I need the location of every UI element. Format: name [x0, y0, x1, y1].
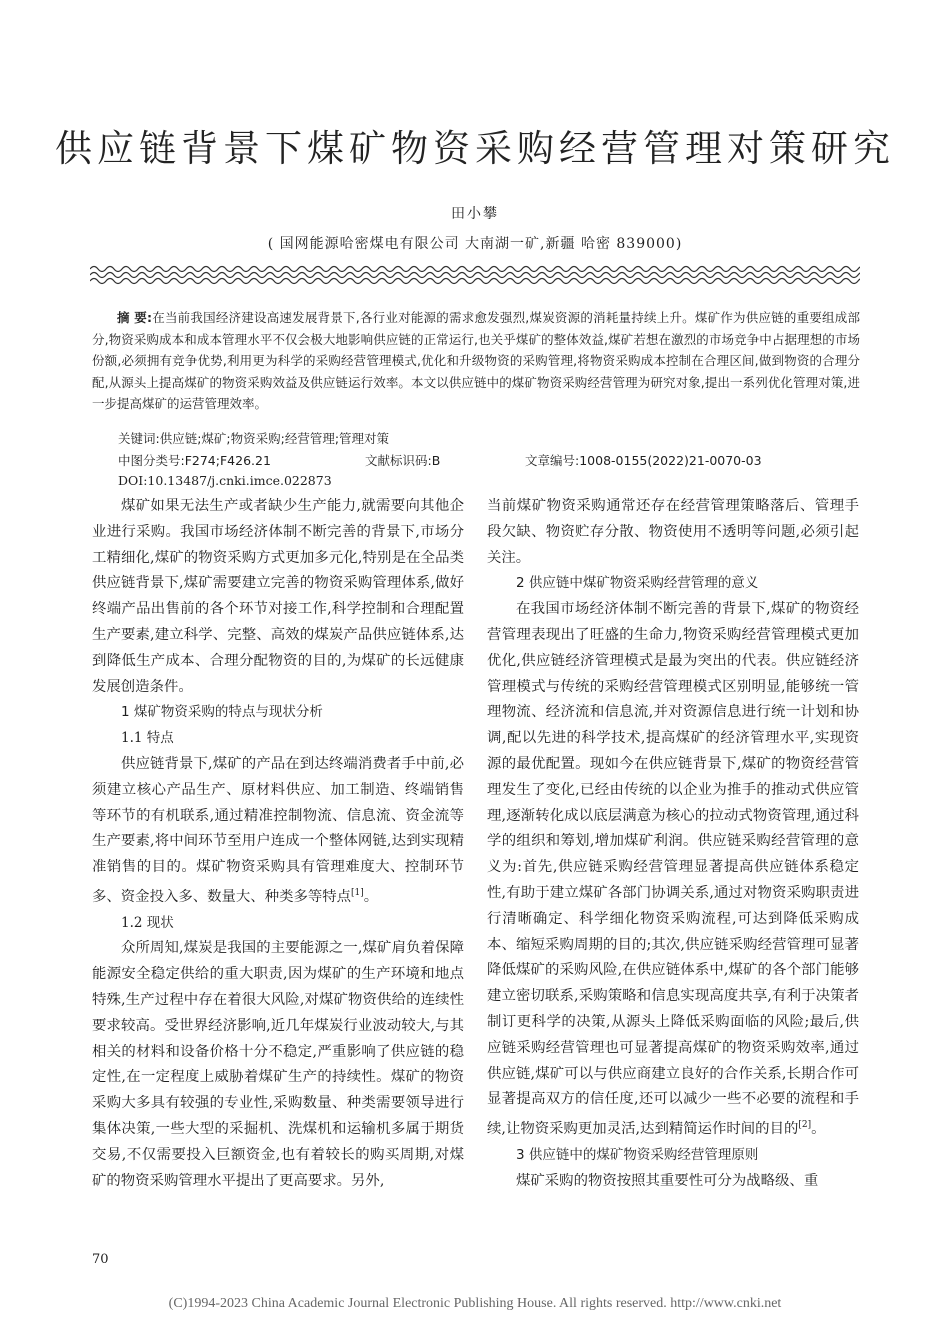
- article-number: 文章编号:1008-0155(2022)21-0070-03: [525, 453, 762, 468]
- abstract-text: 在当前我国经济建设高速发展背景下,各行业对能源的需求愈发强烈,煤炭资源的消耗量持续上升。煤矿作为供应链的重要组成部分,物资采购成本和成本管理水平不仅会极大地影响供应链的正常运行,也关乎煤矿的整体效益,煤矿若想在激烈的市场竞争中占据理想的市场份额,必须拥有竞争优势,利用更为科学的采购经营管理模式,优化和升级物资的采购管理,将物资采购成本控制在合理区间,做到物资的合理分配,从源头上提高煤矿的物资采购效益及供应链运行效率。本文以供应链中的煤矿物资采购经营管理为研究对象,提出一系列优化管理对策,进一步提高煤矿的运营管理效率。: [92, 310, 860, 412]
- author-affiliation: ( 国网能源哈密煤电有限公司 大南湖一矿,新疆 哈密 839000): [267, 236, 683, 252]
- continued-paragraph: 当前煤矿物资采购通常还存在经营管理策略落后、管理手段欠缺、物资贮存分散、物资使用不透明等问题,必须引起关注。: [487, 498, 859, 566]
- article-title: 供应链背景下煤矿物资采购经营管理对策研究: [55, 127, 895, 170]
- section-1-heading: 1 煤矿物资采购的特点与现状分析: [121, 704, 323, 721]
- wavy-divider: [90, 264, 860, 286]
- left-column: [92, 494, 464, 1194]
- section-2-end: 。: [811, 1120, 826, 1137]
- section-2-text: 在我国市场经济体制不断完善的背景下,煤矿的物资经营管理表现出了旺盛的生命力,物资采购经营管理模式更加优化,供应链经济管理模式是最为突出的代表。供应链经济管理模式与传统的采购经营管理模式区别明显,能够统一管理物流、经济流和信息流,并对资源信息进行统一计划和协调,配以先进的科学技术,提高煤矿的经济管理水平,实现资源的最优配置。现如今在供应链背景下,煤矿的物资经营管理发生了变化,已经由传统的以企业为推手的推动式供应管理,逐渐转化成以底层满意为核心的拉动式物资管理,通过科学的组织和筹划,增加煤矿利润。供应链采购经营管理的意义为:首先,供应链采购经营管理显著提高供应链体系稳定性,有助于建立煤矿各部门协调关系,通过对物资采购职责进行清晰确定、科学细化物资采购流程,可达到降低采购成本、缩短采购周期的目的;其次,供应链采购经营管理可显著降低煤矿的采购风险,在供应链体系中,煤矿的各个部门能够建立密切联系,采购策略和信息实现高度共享,有利于决策者制订更科学的决策,从源头上降低采购面临的风险;最后,供应链采购经营管理也可显著提高煤矿的物资采购效率,通过供应链,煤矿可以与供应商建立良好的合作关系,长期合作可显著提高双方的信任度,还可以减少一些不必要的流程和手续,让物资采购更加灵活,达到精简运作时间的目的: [487, 601, 859, 1137]
- section-1-1-end: 。: [363, 888, 379, 905]
- right-column: [487, 494, 859, 1194]
- section-1-2-paragraph: 众所周知,煤炭是我国的主要能源之一,煤矿肩负着保障能源安全稳定供给的重大职责,因为煤矿的生产环境和地点特殊,生产过程中存在着很大风险,对煤矿物资供给的连续性要求较高。受世界经济影响,近几年煤炭行业波动较大,与其相关的材料和设备价格十分不稳定,严重影响了供应链的稳定性,在一定程度上威胁着煤矿生产的持续性。煤矿的物资采购大多具有较强的专业性,采购数量、种类需要领导进行集体决策,一些大型的采掘机、洗煤机和运输机多属于期货交易,不仅需要投入巨额资金,也有着较长的购买周期,对煤矿的物资采购管理水平提出了更高要求。另外,: [92, 940, 464, 1189]
- section-1-1-paragraph: [92, 752, 464, 911]
- abstract-label: 摘 要:: [117, 310, 153, 325]
- page-number: 70: [92, 1252, 109, 1267]
- author-name: 田小攀: [451, 206, 499, 222]
- classification-number: 中图分类号:F274;F426.21: [118, 453, 271, 468]
- keywords: 关键词:供应链;煤矿;物资采购;经营管理;管理对策: [118, 431, 390, 446]
- section-1-2-heading: 1.2 现状: [121, 914, 174, 931]
- section-1-1-text: 供应链背景下,煤矿的产品在到达终端消费者手中前,必须建立核心产品生产、原材料供应、加工制造、终端销售等环节的有机联系,通过精准控制物流、信息流、资金流等生产要素,将中间环节至用户连成一个整体网链,达到实现精准销售的目的。煤矿物资采购具有管理难度大、控制环节多、资金投入多、数量大、种类多等特点: [92, 755, 464, 905]
- document-code: 文献标识码:B: [365, 453, 441, 468]
- section-1-1-heading: 1.1 特点: [121, 730, 174, 747]
- section-3-heading: 3 供应链中的煤矿物资采购经营管理原则: [516, 1146, 759, 1163]
- citation-2: [2]: [798, 1120, 812, 1131]
- doi: DOI:10.13487/j.cnki.imce.022873: [118, 473, 332, 488]
- section-2-paragraph: [487, 597, 859, 1143]
- intro-paragraph: 煤矿如果无法生产或者缺少生产能力,就需要向其他企业进行采购。我国市场经济体制不断完善的背景下,市场分工精细化,煤矿的物资采购方式更加多元化,特别是在全品类供应链背景下,煤矿需要建立完善的物资采购管理体系,做好终端产品出售前的各个环节对接工作,科学控制和合理配置生产要素,建立科学、完整、高效的煤炭产品供应链体系,达到降低生产成本、合理分配物资的目的,为煤矿的长远健康发展创造条件。: [92, 498, 464, 695]
- citation-1: [1]: [351, 887, 364, 898]
- section-2-heading: 2 供应链中煤矿物资采购经营管理的意义: [516, 575, 759, 592]
- copyright-footer: (C)1994-2023 China Academic Journal Electronic Publishing House. All rights reserved. http://www.cnki.net: [168, 1296, 782, 1311]
- abstract: [92, 307, 860, 415]
- section-3-paragraph: 煤矿采购的物资按照其重要性可分为战略级、重: [516, 1172, 819, 1189]
